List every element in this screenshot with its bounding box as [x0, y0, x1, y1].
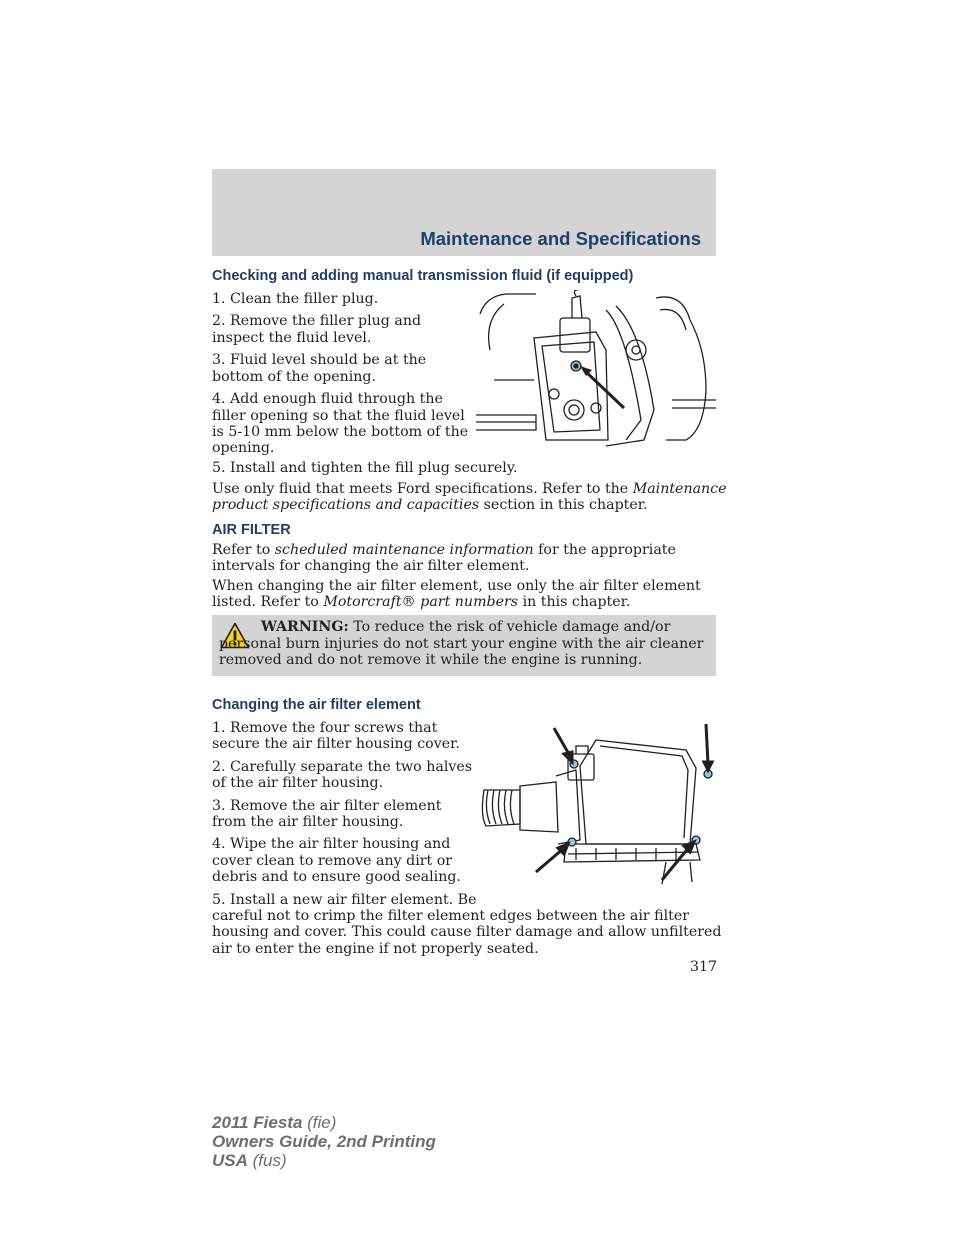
air-text: listed. Refer to	[212, 594, 324, 610]
trans-step-2a: 2. Remove the filler plug and	[212, 313, 422, 329]
change-step-3a: 3. Remove the air filter element	[212, 798, 442, 814]
section-title: Maintenance and Specifications	[420, 228, 701, 249]
change-step-1a: 1. Remove the four screws that	[212, 720, 438, 736]
warning-label: WARNING:	[261, 619, 349, 635]
transmission-filler-plug-illustration	[476, 290, 716, 456]
change-step-4c: debris and to ensure good sealing.	[212, 869, 461, 885]
trans-step-4d: opening.	[212, 440, 275, 456]
air-p2-line-2	[212, 594, 630, 611]
footer-code: (fus)	[247, 1151, 287, 1170]
air-reference: scheduled maintenance information	[274, 542, 534, 558]
warning-body: To reduce the risk of vehicle damage and/or personal burn injuries do not start your engine with the air cleaner removed and do not remove it while the engine is running.	[219, 619, 704, 668]
trans-step-4c: is 5-10 mm below the bottom of the	[212, 424, 469, 440]
trans-step-3b: bottom of the opening.	[212, 369, 377, 385]
trans-step-4a: 4. Add enough fluid through the	[212, 391, 443, 407]
air-p2-line-1: When changing the air filter element, use only the air filter element	[212, 578, 701, 594]
air-filter-housing-illustration	[476, 720, 716, 888]
trans-note-line-1	[212, 481, 727, 498]
footer-line-1	[212, 1113, 436, 1132]
change-step-1b: secure the air filter housing cover.	[212, 736, 460, 752]
trans-step-3a: 3. Fluid level should be at the	[212, 352, 427, 368]
air-text: in this chapter.	[518, 594, 631, 610]
page-number: 317	[690, 959, 718, 975]
footer-printing: Owners Guide, 2nd Printing	[212, 1132, 436, 1151]
air-p1-line-1	[212, 542, 676, 559]
footer-market: USA	[212, 1151, 248, 1170]
note-reference: product specifications and capacities	[212, 497, 480, 513]
trans-step-1: 1. Clean the filler plug.	[212, 291, 379, 307]
note-text: Use only fluid that meets Ford specifications. Refer to the	[212, 481, 633, 497]
trans-note-line-2	[212, 497, 648, 514]
change-step-4b: cover clean to remove any dirt or	[212, 853, 453, 869]
trans-step-2b: inspect the fluid level.	[212, 330, 372, 346]
air-text: Refer to	[212, 542, 275, 558]
footer-code: (fie)	[302, 1113, 337, 1132]
footer-line-2	[212, 1132, 436, 1151]
section-header-band	[212, 169, 716, 256]
change-filter-heading: Changing the air filter element	[212, 697, 421, 713]
change-step-5d: air to enter the engine if not properly seated.	[212, 941, 539, 957]
warning-text	[219, 619, 709, 669]
change-step-2b: of the air filter housing.	[212, 775, 384, 791]
change-step-5c: housing and cover. This could cause filter damage and allow unfiltered	[212, 924, 722, 940]
change-step-3b: from the air filter housing.	[212, 814, 404, 830]
transmission-heading: Checking and adding manual transmission fluid (if equipped)	[212, 268, 634, 284]
air-filter-heading: AIR FILTER	[212, 522, 291, 538]
air-reference: Motorcraft® part numbers	[323, 594, 519, 610]
air-p1-line-2: intervals for changing the air filter element.	[212, 558, 530, 574]
air-text: for the appropriate	[533, 542, 676, 558]
change-step-5a: 5. Install a new air filter element. Be	[212, 892, 477, 908]
footer-line-3	[212, 1151, 436, 1170]
footer-model: 2011 Fiesta	[212, 1113, 303, 1132]
note-text: section in this chapter.	[479, 497, 648, 513]
change-step-5b: careful not to crimp the filter element edges between the air filter	[212, 908, 690, 924]
change-step-2a: 2. Carefully separate the two halves	[212, 759, 473, 775]
note-reference: Maintenance	[632, 481, 727, 497]
trans-step-4b: filler opening so that the fluid level	[212, 408, 465, 424]
change-step-4a: 4. Wipe the air filter housing and	[212, 836, 451, 852]
warning-box	[212, 615, 716, 676]
trans-step-5: 5. Install and tighten the fill plug securely.	[212, 460, 518, 476]
footer-edition-info	[212, 1113, 436, 1170]
